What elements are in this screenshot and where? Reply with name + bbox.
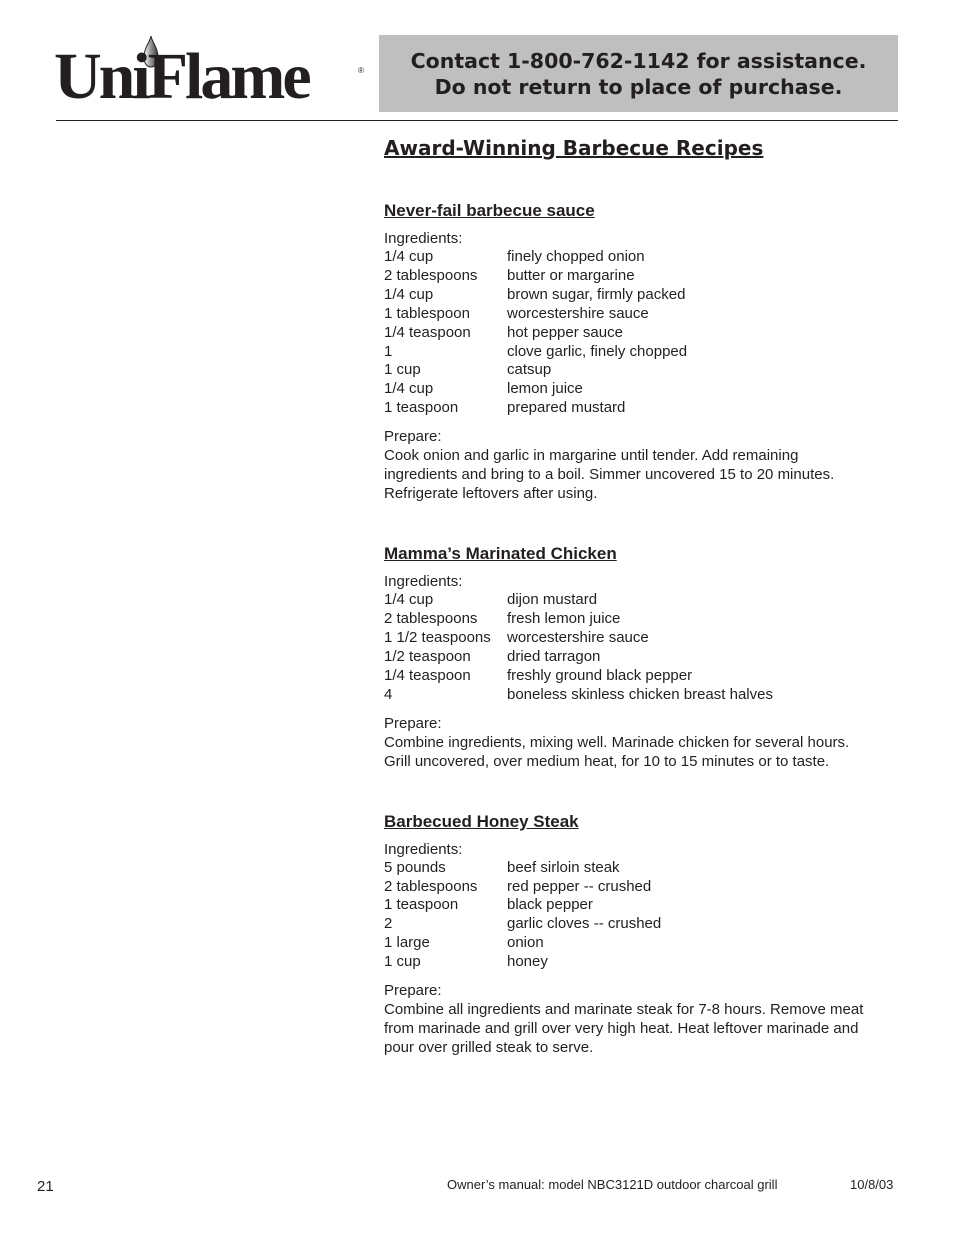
prepare-label: Prepare: <box>384 714 442 732</box>
ingredient-quantity: 4 <box>384 685 393 703</box>
ingredient-quantity: 1/4 cup <box>384 248 434 265</box>
ingredient-quantity: 2 tablespoons <box>384 266 478 284</box>
ingredients-label: Ingredients: <box>384 230 463 247</box>
ingredient-row <box>384 629 904 648</box>
prepare-label: Prepare: <box>384 982 442 1000</box>
ingredient-quantity: 1/4 cup <box>384 591 434 609</box>
ingredient-name: brown sugar, firmly packed <box>507 285 686 303</box>
ingredient-quantity: 1 cup <box>384 361 421 379</box>
contact-banner <box>379 35 898 112</box>
page-title: Award-Winning Barbecue Recipes <box>384 136 764 160</box>
recipe-title: Never-fail barbecue sauce <box>384 201 595 220</box>
recipe <box>384 811 904 1057</box>
ingredient-name: beef sirloin steak <box>507 858 620 876</box>
ingredient-quantity: 1 1/2 teaspoons <box>384 628 491 646</box>
ingredient-quantity: 1 <box>384 342 393 360</box>
ingredient-name: freshly ground black pepper <box>507 666 693 684</box>
ingredient-name: butter or margarine <box>507 266 635 284</box>
prepare-text: Grill uncovered, over medium heat, for 10 to 15 minutes or to taste. <box>384 752 830 770</box>
ingredient-quantity: 1 teaspoon <box>384 896 459 914</box>
ingredient-quantity: 1 tablespoon <box>384 304 470 322</box>
ingredient-name: worcestershire sauce <box>507 304 649 322</box>
ingredient-row <box>384 305 904 324</box>
prepare-text: Combine ingredients, mixing well. Marinade chicken for several hours. <box>384 733 850 751</box>
recipe <box>384 200 904 503</box>
ingredient-row <box>384 859 904 878</box>
ingredient-row <box>384 648 904 667</box>
ingredient-quantity: 1 large <box>384 934 430 952</box>
ingredient-quantity: 1/2 teaspoon <box>384 647 471 665</box>
ingredient-row <box>384 380 904 399</box>
header-divider <box>56 120 898 121</box>
ingredient-row <box>384 324 904 343</box>
ingredient-name: hot pepper sauce <box>507 323 623 341</box>
ingredient-row <box>384 610 904 629</box>
ingredient-name: prepared mustard <box>507 399 626 417</box>
ingredient-quantity: 1/4 teaspoon <box>384 323 471 341</box>
recipe-list <box>384 200 904 1057</box>
ingredient-name: finely chopped onion <box>507 248 645 265</box>
prepare-text: Cook onion and garlic in margarine until tender. Add remaining <box>384 447 799 465</box>
recipe-title: Mamma’s Marinated Chicken <box>384 544 617 564</box>
ingredients-label: Ingredients: <box>384 840 463 858</box>
prepare-text: Combine all ingredients and marinate steak for 7-8 hours. Remove meat <box>384 1001 864 1019</box>
recipes-content <box>384 134 904 1097</box>
prepare-text: pour over grilled steak to serve. <box>384 1039 594 1057</box>
ingredient-row <box>384 286 904 305</box>
ingredient-row <box>384 399 904 418</box>
ingredient-name: boneless skinless chicken breast halves <box>507 685 773 703</box>
ingredient-row <box>384 934 904 953</box>
prepare-label: Prepare: <box>384 428 442 446</box>
ingredient-name: dried tarragon <box>507 647 601 665</box>
ingredients-label: Ingredients: <box>384 573 463 591</box>
contact-phone-line: Contact 1-800-762-1142 for assistance. <box>410 48 867 73</box>
ingredient-name: catsup <box>507 361 552 379</box>
ingredient-name: red pepper -- crushed <box>507 877 652 895</box>
recipe <box>384 543 904 770</box>
ingredient-row <box>384 915 904 934</box>
contact-return-line: Do not return to place of purchase. <box>434 74 843 99</box>
ingredient-name: dijon mustard <box>507 591 598 609</box>
ingredient-row <box>384 686 904 705</box>
prepare-text: Refrigerate leftovers after using. <box>384 485 598 503</box>
ingredient-quantity: 2 tablespoons <box>384 610 478 628</box>
ingredient-row <box>384 667 904 686</box>
footer-manual-title: Owner’s manual: model NBC3121D outdoor charcoal grill <box>447 1177 778 1192</box>
ingredient-row <box>384 878 904 897</box>
ingredient-row <box>384 953 904 972</box>
ingredient-row <box>384 343 904 362</box>
ingredient-name: onion <box>507 934 544 952</box>
ingredient-quantity: 1 cup <box>384 953 421 971</box>
ingredient-row <box>384 591 904 610</box>
recipe-title: Barbecued Honey Steak <box>384 811 579 831</box>
ingredient-quantity: 2 tablespoons <box>384 877 478 895</box>
ingredient-quantity: 1 teaspoon <box>384 399 459 417</box>
ingredient-name: garlic cloves -- crushed <box>507 915 662 933</box>
ingredient-name: lemon juice <box>507 380 583 398</box>
ingredient-name: clove garlic, finely chopped <box>507 342 688 360</box>
ingredient-row <box>384 361 904 380</box>
ingredient-quantity: 1/4 cup <box>384 380 434 398</box>
page-number: 21 <box>37 1178 54 1195</box>
brand-logo <box>54 30 374 112</box>
ingredient-row <box>384 248 904 267</box>
brand-wordmark: UniFlame <box>54 40 309 113</box>
ingredient-row <box>384 267 904 286</box>
ingredient-name: honey <box>507 953 548 971</box>
prepare-text: ingredients and bring to a boil. Simmer uncovered 15 to 20 minutes. <box>384 466 835 484</box>
ingredient-name: fresh lemon juice <box>507 610 621 628</box>
footer-date: 10/8/03 <box>850 1177 894 1192</box>
ingredient-quantity: 5 pounds <box>384 858 446 876</box>
ingredient-quantity: 1/4 teaspoon <box>384 666 471 684</box>
prepare-text: from marinade and grill over very high heat. Heat leftover marinade and <box>384 1020 859 1038</box>
ingredient-name: worcestershire sauce <box>507 628 649 646</box>
ingredient-name: black pepper <box>507 896 593 914</box>
registered-mark: ® <box>358 66 364 75</box>
ingredient-quantity: 1/4 cup <box>384 285 434 303</box>
ingredient-quantity: 2 <box>384 915 393 933</box>
ingredient-row <box>384 896 904 915</box>
